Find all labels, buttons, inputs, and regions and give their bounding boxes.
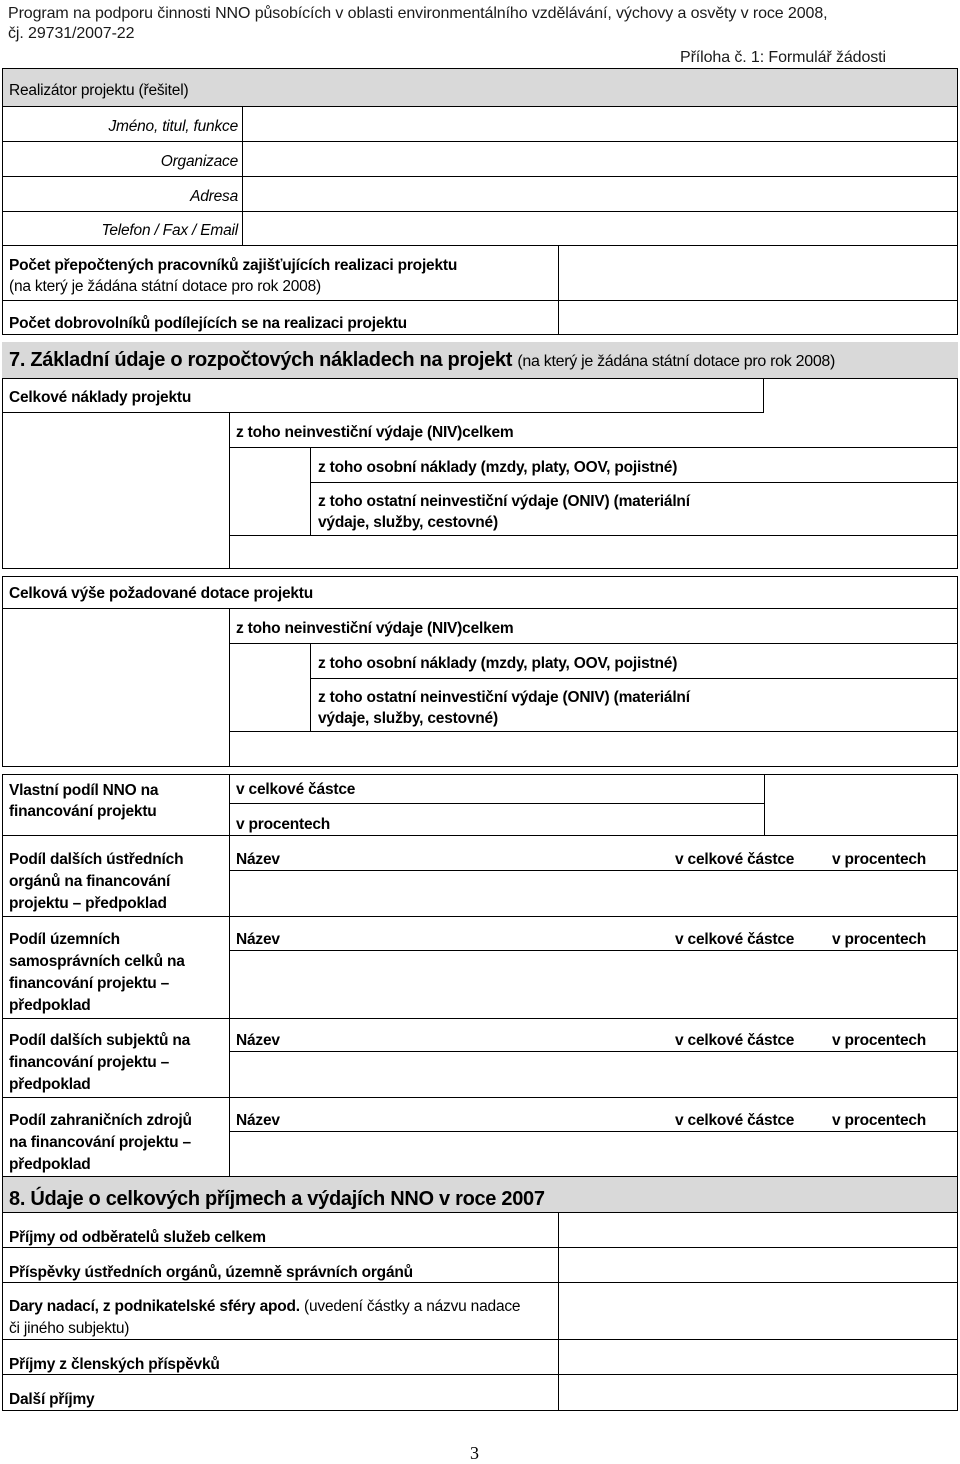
income-services-label: Příjmy od odběratelů služeb celkem <box>9 1229 266 1246</box>
staff-count-label: Počet přepočtených pracovníků zajišťujících realizaci projektu <box>9 257 458 274</box>
others-name-header: Název <box>236 1032 280 1049</box>
territorial-percent-header: v procentech <box>832 931 927 948</box>
income-membership-label: Příjmy z členských příspěvků <box>9 1356 220 1373</box>
field-name-label: Jméno, titul, funkce <box>108 118 238 135</box>
section8-title: 8. Údaje o celkových příjmech a výdajích NNO v roce 2007 <box>9 1188 545 1210</box>
others-percent-header: v procentech <box>832 1032 927 1049</box>
territorial-name-header: Název <box>236 931 280 948</box>
income-donations-label: Dary nadací, z podnikatelské sféry apod. (uvedení částky a názvu nadace <box>9 1298 521 1315</box>
income-other-label: Další příjmy <box>9 1391 95 1408</box>
territorial-share-label-3: financování projektu – <box>9 975 170 992</box>
income-donations-label-2: či jiného subjektu) <box>9 1320 130 1337</box>
subsidy-other-label-2: výdaje, služby, cestovné) <box>318 710 498 727</box>
section7-title: 7. Základní údaje o rozpočtových nákladech na projekt (na který je žádána státní dotace pro rok 2008) <box>9 349 836 371</box>
own-share-label: Vlastní podíl NNO na <box>9 782 159 799</box>
total-subsidy-label: Celková výše požadované dotace projektu <box>9 585 314 602</box>
implementer-title: Realizátor projektu (řešitel) <box>9 82 189 99</box>
others-share-label-2: financování projektu – <box>9 1054 170 1071</box>
own-share-total-label: v celkové částce <box>236 781 356 798</box>
header-line-2: čj. 29731/2007-22 <box>8 25 135 42</box>
others-share-label-3: předpoklad <box>9 1076 91 1093</box>
costs-personal-label: z toho osobní náklady (mzdy, platy, OOV, pojistné) <box>318 459 678 476</box>
field-organization-label: Organizace <box>160 153 238 170</box>
attachment-label: Příloha č. 1: Formulář žádosti <box>680 49 886 66</box>
volunteers-label: Počet dobrovolníků podílejících se na realizaci projektu <box>9 315 407 332</box>
costs-other-label-2: výdaje, služby, cestovné) <box>318 514 498 531</box>
total-costs-label: Celkové náklady projektu <box>9 389 192 406</box>
foreign-share-label-3: předpoklad <box>9 1156 91 1173</box>
foreign-name-header: Název <box>236 1112 280 1129</box>
foreign-share-label-2: na financování projektu – <box>9 1134 191 1151</box>
subsidy-personal-label: z toho osobní náklady (mzdy, platy, OOV, pojistné) <box>318 655 678 672</box>
costs-other-label: z toho ostatní neinvestiční výdaje (ONIV) (materiální <box>318 493 690 510</box>
own-share-percent-label: v procentech <box>236 816 331 833</box>
costs-niv-total-label: z toho neinvestiční výdaje (NIV)celkem <box>236 424 514 441</box>
territorial-share-label: Podíl územních <box>9 931 120 948</box>
foreign-amount-header: v celkové částce <box>675 1112 795 1129</box>
header-line-1: Program na podporu činnosti NNO působících v oblasti environmentálního vzdělávání, výchovy a osvěty v roce 2008, <box>8 5 828 22</box>
staff-count-note: (na který je žádána státní dotace pro rok 2008) <box>9 278 321 295</box>
own-share-label-2: financování projektu <box>9 803 157 820</box>
central-share-label-3: projektu – předpoklad <box>9 895 167 912</box>
central-share-label: Podíl dalších ústředních <box>9 851 184 868</box>
subsidy-niv-total-label: z toho neinvestiční výdaje (NIV)celkem <box>236 620 514 637</box>
field-contact-label: Telefon / Fax / Email <box>101 222 238 239</box>
subsidy-other-label: z toho ostatní neinvestiční výdaje (ONIV) (materiální <box>318 689 690 706</box>
foreign-share-label: Podíl zahraničních zdrojů <box>9 1112 192 1129</box>
others-share-label: Podíl dalších subjektů na <box>9 1032 191 1049</box>
central-name-header: Název <box>236 851 280 868</box>
central-amount-header: v celkové částce <box>675 851 795 868</box>
central-share-label-2: orgánů na financování <box>9 873 171 890</box>
territorial-share-label-2: samosprávních celků na <box>9 953 185 970</box>
field-address-label: Adresa <box>190 188 238 205</box>
foreign-percent-header: v procentech <box>832 1112 927 1129</box>
page-number: 3 <box>470 1443 479 1463</box>
income-donations-note: (uvedení částky a názvu nadace <box>304 1298 521 1315</box>
central-percent-header: v procentech <box>832 851 927 868</box>
income-contributions-label: Příspěvky ústředních orgánů, územně správních orgánů <box>9 1264 413 1281</box>
territorial-amount-header: v celkové částce <box>675 931 795 948</box>
territorial-share-label-4: předpoklad <box>9 997 91 1014</box>
others-amount-header: v celkové částce <box>675 1032 795 1049</box>
section7-note: (na který je žádána státní dotace pro rok 2008) <box>517 353 836 370</box>
